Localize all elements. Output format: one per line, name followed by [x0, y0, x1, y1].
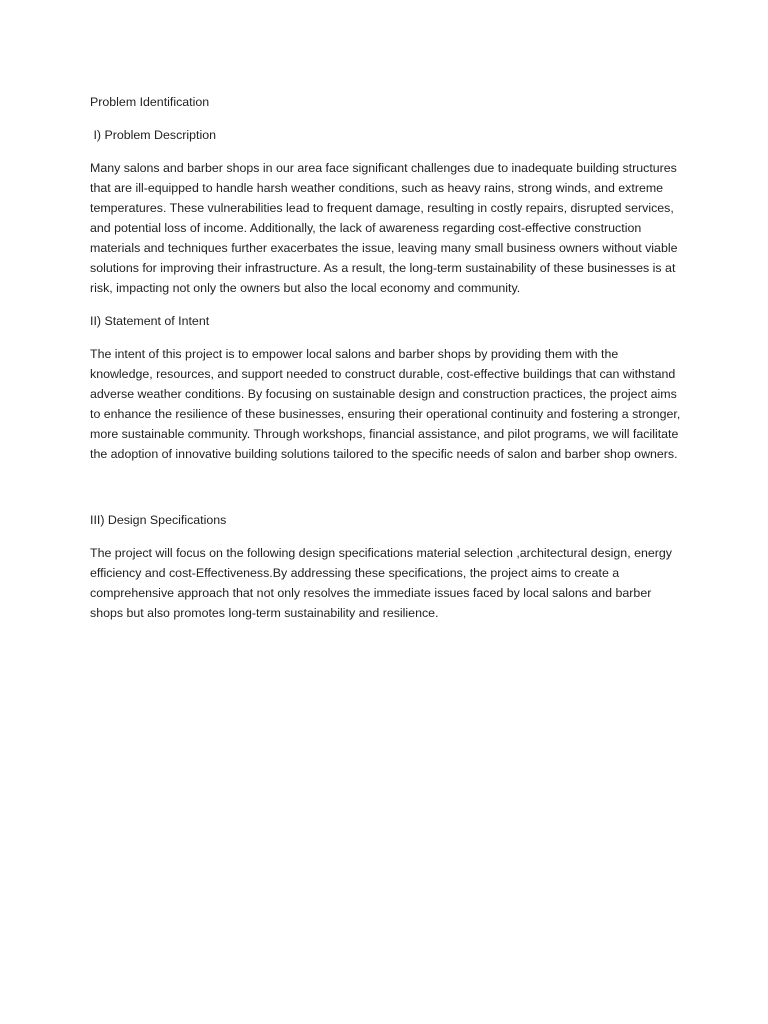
spacer: [90, 112, 682, 125]
spacer: [90, 464, 682, 510]
spacer: [90, 530, 682, 543]
spacer: [90, 298, 682, 311]
paragraph-statement-of-intent: The intent of this project is to empower local salons and barber shops by providing them with the knowledge, resources, and support needed to construct durable, cost-effective buildings that can withstand adverse weather conditions. By focusing on sustainable design and construction practices, the project aims to enhance the resilience of these businesses, ensuring their operational continuity and fostering a stronger, more sustainable community. Through workshops, financial assistance, and pilot programs, we will facilitate the adoption of innovative building solutions tailored to the specific needs of salon and barber shop owners.: [90, 347, 681, 461]
document-title: Problem Identification: [90, 95, 210, 109]
spacer: [90, 145, 682, 158]
document-body: [90, 92, 682, 623]
paragraph-problem-description: Many salons and barber shops in our area face significant challenges due to inadequate building structures that are ill-equipped to handle harsh weather conditions, such as heavy rains, strong winds, and extreme temperatures. These vulnerabilities lead to frequent damage, resulting in costly repairs, disrupted services, and potential loss of income. Additionally, the lack of awareness regarding cost-effective construction materials and techniques further exacerbates the issue, leaving many small business owners without viable solutions for improving their infrastructure. As a result, the long-term sustainability of these businesses is at risk, impacting not only the owners but also the local economy and community.: [90, 161, 678, 295]
paragraph-design-specifications: The project will focus on the following design specifications material selection ,architectural design, energy efficiency and cost-Effectiveness.By addressing these specifications, the project aims to create a comprehensive approach that not only resolves the immediate issues faced by local salons and barber shops but also promotes long-term sustainability and resilience.: [90, 546, 672, 620]
section-heading-design-specifications: III) Design Specifications: [90, 513, 227, 527]
spacer: [90, 331, 682, 344]
section-heading-statement-of-intent: II) Statement of Intent: [90, 314, 210, 328]
section-heading-problem-description: I) Problem Description: [90, 128, 217, 142]
